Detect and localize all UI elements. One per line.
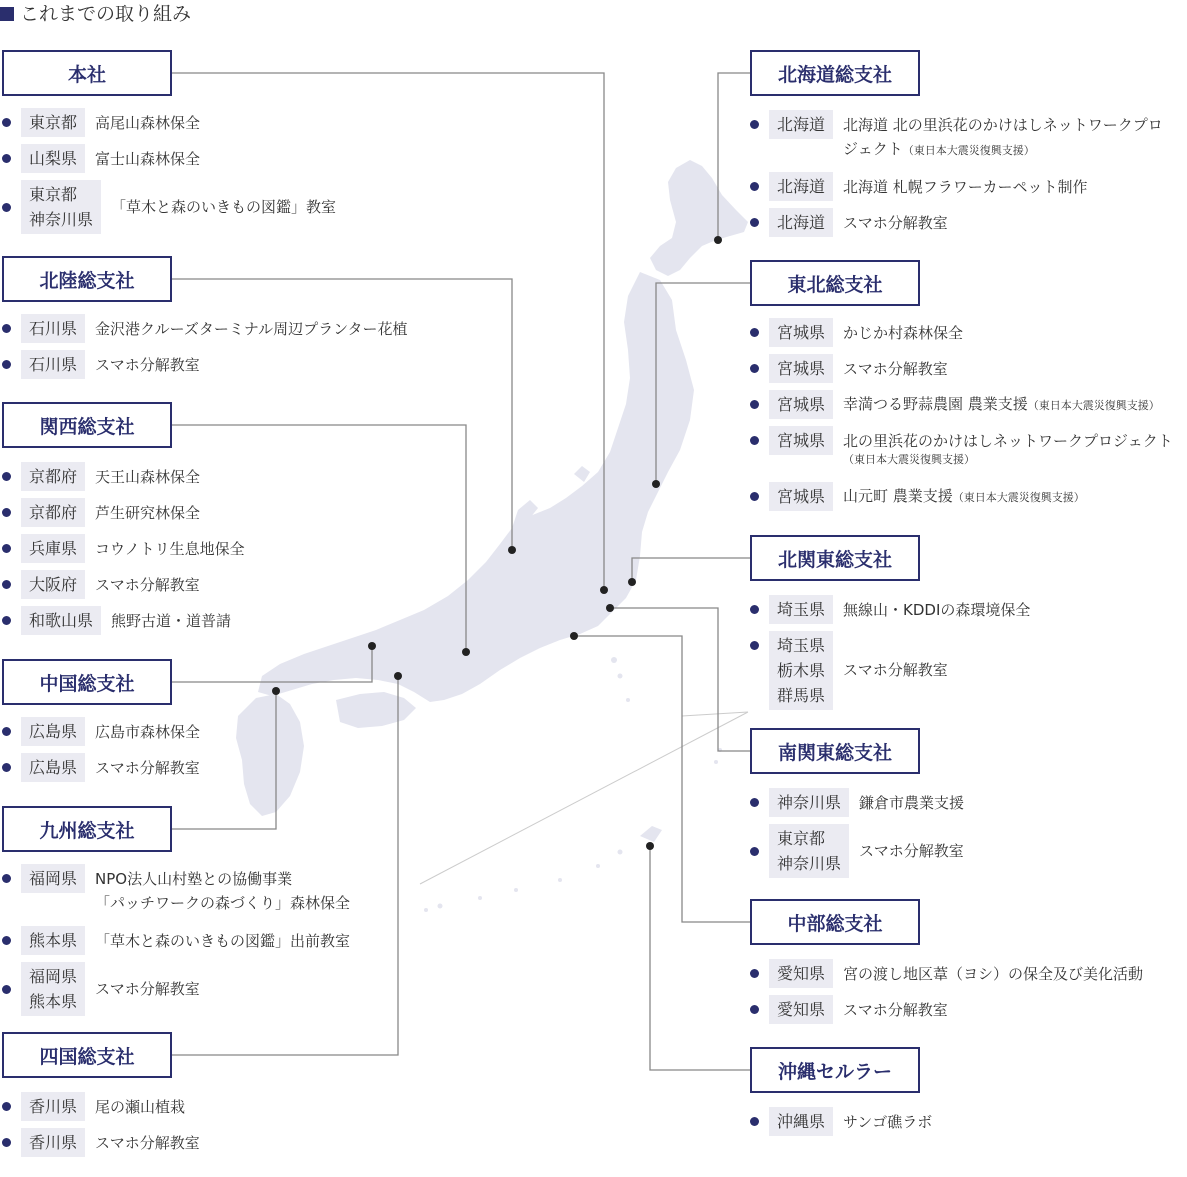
activity-text: コウノトリ生息地保全 [95,539,245,558]
bullet-icon [750,436,759,445]
list-item [750,172,1088,201]
list-item [2,717,200,746]
list-item [2,108,200,137]
activity-text: スマホ分解教室 [95,980,200,998]
dot-kitakanto [628,578,636,586]
list-item [2,864,350,915]
bullet-icon [750,1117,759,1126]
island-okinawa [640,826,662,842]
list-item [2,1092,185,1121]
bullet-icon [2,763,11,772]
inset-divider [420,712,748,884]
list-item [2,962,200,1016]
island-kyushu [236,694,304,816]
region-header: 九州総支社 [2,806,172,852]
bullet-icon [750,641,759,650]
activity-text: 鎌倉市農業支援 [859,793,965,812]
list-item [2,314,407,343]
prefecture-tag: 宮城県 [769,390,833,419]
connector-chubu [574,636,750,922]
bullet-icon [2,360,11,369]
list-item [750,354,948,383]
bullet-icon [2,936,11,945]
list-item [750,995,948,1024]
activity-text: 熊野古道・道普請 [111,611,232,630]
prefecture-tag: 沖縄県 [769,1107,833,1136]
list-item [2,144,200,173]
activity-text: スマホ分解教室 [843,661,948,679]
connector-minamikanto [610,608,750,751]
prefecture-tag: 宮城県 [769,318,833,347]
prefecture-tag: 大阪府 [21,570,85,599]
dot-honsha [600,586,608,594]
prefecture-tag: 神奈川県 [769,788,849,817]
activity-text: 北海道 北の里浜花のかけはしネットワークプロ ジェクト（東日本大震災復興支援） [843,116,1163,158]
bullet-icon [2,203,11,212]
list-item [750,959,1143,988]
activity-text: かじか村森林保全 [843,323,964,342]
island-sado [574,466,590,482]
list-item [2,462,200,491]
list-item [750,788,964,817]
dot-chubu [570,632,578,640]
activity-text: 尾の瀬山植栽 [95,1097,186,1116]
prefecture-tag: 埼玉県 [769,595,833,624]
activity-text: 「草木と森のいきもの図鑑」出前教室 [95,931,351,950]
inset-divider-end [682,712,748,716]
activity-text: スマホ分解教室 [843,213,948,232]
bullet-icon [750,969,759,978]
list-item [2,926,350,955]
prefecture-tag: 兵庫県 [21,534,85,563]
activity-text: 富士山森林保全 [95,149,201,168]
connector-okinawa [650,846,750,1070]
dot-kyushu [272,687,280,695]
bullet-icon [2,580,11,589]
activity-text: 金沢港クルーズターミナル周辺プランター花植 [95,319,408,338]
prefecture-tag: 熊本県 [21,926,85,955]
bullet-icon [750,847,759,856]
list-item [2,534,245,563]
activity-text: 山元町 農業支援（東日本大震災復興支援） [843,486,1085,505]
bullet-icon [2,154,11,163]
list-item [2,350,200,379]
prefecture-tag: 京都府 [21,462,85,491]
prefecture-tag: 宮城県 [769,426,833,455]
prefecture-tag: 埼玉県 栃木県 群馬県 [769,631,833,710]
prefecture-tag: 香川県 [21,1092,85,1121]
bullet-icon [750,400,759,409]
activity-text: スマホ分解教室 [95,355,200,374]
activity-text: サンゴ礁ラボ [843,1112,933,1131]
activity-text: 広島市森林保全 [95,722,201,741]
dot-chugoku [368,642,376,650]
prefecture-tag: 石川県 [21,314,85,343]
list-item [750,426,1173,467]
prefecture-tag: 東京都 [21,108,85,137]
bullet-icon [750,328,759,337]
prefecture-tag: 東京都 神奈川県 [769,824,849,878]
prefecture-tag: 愛知県 [769,959,833,988]
prefecture-tag: 福岡県 熊本県 [21,962,85,1016]
region-header: 中国総支社 [2,659,172,705]
island-shikoku [336,692,416,728]
activity-text: 高尾山森林保全 [95,113,201,132]
region-header: 南関東総支社 [750,728,920,774]
activity-text: NPO法人山村塾との協働事業 「パッチワークの森づくり」森林保全 [95,870,351,912]
activity-text: スマホ分解教室 [95,758,200,777]
bullet-icon [750,120,759,129]
region-header: 北関東総支社 [750,535,920,581]
region-header: 中部総支社 [750,899,920,945]
prefecture-tag: 愛知県 [769,995,833,1024]
list-item [750,318,963,347]
bullet-icon [2,1102,11,1111]
activity-text: 「草木と森のいきもの図鑑」教室 [111,198,337,216]
dot-hokkaido [714,236,722,244]
bullet-icon [750,605,759,614]
prefecture-tag: 京都府 [21,498,85,527]
prefecture-tag: 広島県 [21,753,85,782]
activity-text: スマホ分解教室 [859,842,964,860]
activity-text: 北の里浜花のかけはしネットワークプロジェクト （東日本大震災復興支援） [843,432,1173,466]
bullet-icon [2,1138,11,1147]
section-title: これまでの取り組み [0,0,191,28]
dot-okinawa [646,842,654,850]
region-header: 四国総支社 [2,1032,172,1078]
region-header: 東北総支社 [750,260,920,306]
bullet-icon [2,508,11,517]
region-header: 関西総支社 [2,402,172,448]
prefecture-tag: 北海道 [769,110,833,139]
bullet-icon [2,324,11,333]
bullet-icon [750,798,759,807]
prefecture-tag: 和歌山県 [21,606,101,635]
bullet-icon [2,472,11,481]
region-header: 北海道総支社 [750,50,920,96]
prefecture-tag: 宮城県 [769,482,833,511]
prefecture-tag: 香川県 [21,1128,85,1157]
prefecture-tag: 山梨県 [21,144,85,173]
list-item [750,482,1085,511]
bullet-icon [2,544,11,553]
list-item [750,595,1030,624]
activity-text: スマホ分解教室 [843,359,948,378]
prefecture-tag: 福岡県 [21,864,85,893]
list-item [2,180,336,234]
bullet-icon [2,727,11,736]
dot-tohoku [652,480,660,488]
connector-kitakanto [632,558,750,582]
activity-text: 幸満つる野蒜農園 農業支援（東日本大震災復興支援） [843,394,1160,413]
list-item [2,498,200,527]
list-item [2,570,200,599]
region-header: 北陸総支社 [2,256,172,302]
region-header: 沖縄セルラー [750,1047,920,1093]
bullet-icon [750,218,759,227]
prefecture-tag: 北海道 [769,172,833,201]
activity-text: スマホ分解教室 [95,575,200,594]
list-item [2,1128,200,1157]
prefecture-tag: 石川県 [21,350,85,379]
prefecture-tag: 広島県 [21,717,85,746]
activity-text: 天王山森林保全 [95,467,201,486]
prefecture-tag: 東京都 神奈川県 [21,180,101,234]
bullet-icon [2,985,11,994]
activity-text: 芦生研究林保全 [95,503,201,522]
list-item [750,631,948,710]
dot-minamikanto [606,604,614,612]
list-item [750,1107,932,1136]
map-landmass [236,160,748,912]
dot-shikoku [394,672,402,680]
prefecture-tag: 北海道 [769,208,833,237]
prefecture-tag: 宮城県 [769,354,833,383]
dot-kansai [462,648,470,656]
list-item [750,390,1160,419]
dot-hokuriku [508,546,516,554]
bullet-icon [750,182,759,191]
list-item [750,110,1163,163]
list-item [2,753,200,782]
list-item [750,208,948,237]
activity-text: スマホ分解教室 [95,1133,200,1152]
activity-text: 宮の渡し地区葦（ヨシ）の保全及び美化活動 [843,964,1144,983]
list-item [750,824,964,878]
bullet-icon [2,118,11,127]
bullet-icon [750,364,759,373]
bullet-icon [2,616,11,625]
region-header: 本社 [2,50,172,96]
bullet-icon [2,874,11,883]
bullet-icon [750,492,759,501]
activity-text: スマホ分解教室 [843,1000,948,1019]
bullet-icon [750,1005,759,1014]
activity-text: 北海道 札幌フラワーカーペット制作 [843,177,1088,196]
list-item [2,606,231,635]
activity-text: 無線山・KDDIの森環境保全 [843,600,1031,619]
island-hokkaido [650,160,748,276]
